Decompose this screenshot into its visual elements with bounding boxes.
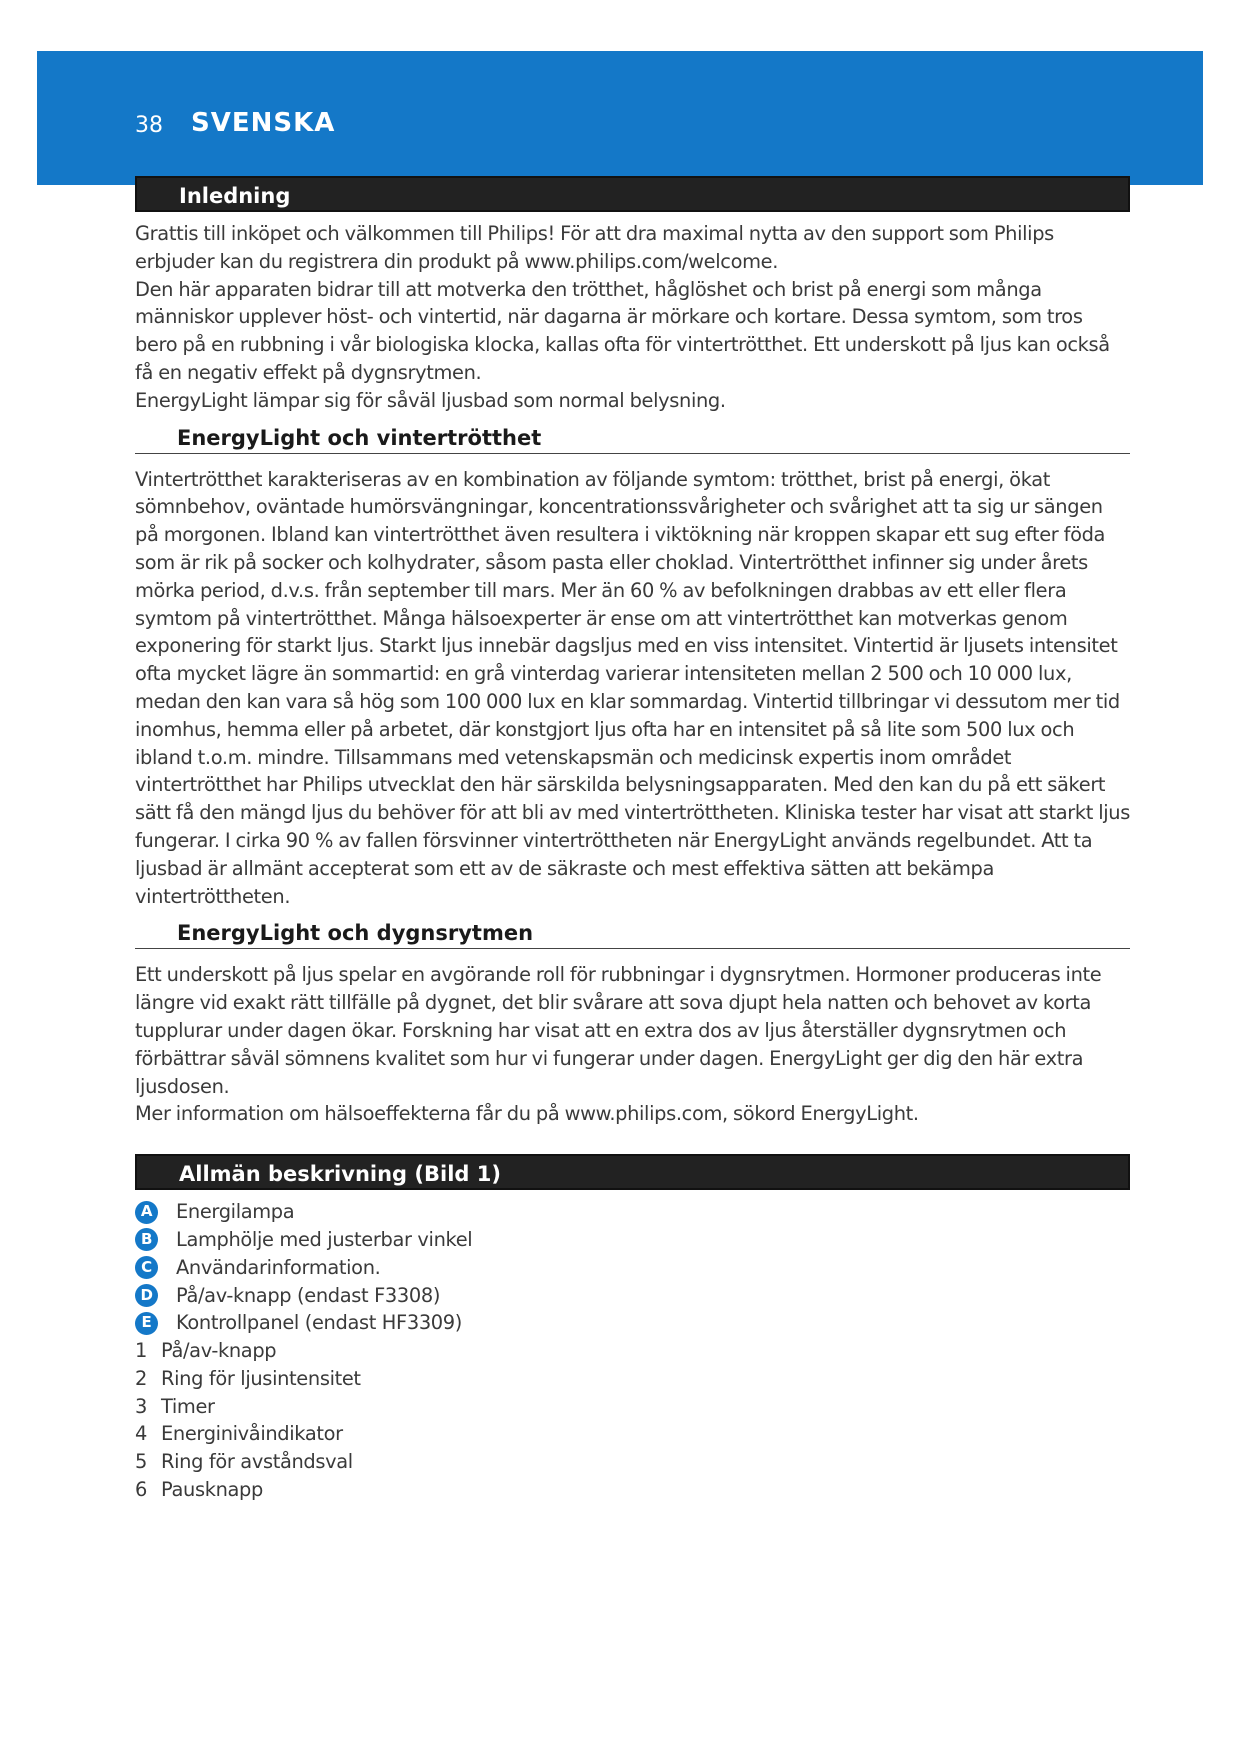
badge-b-icon: B	[135, 1228, 158, 1251]
page-number: 38	[135, 113, 163, 138]
rhythm-paragraph: Ett underskott på ljus spelar en avgörande roll för rubbningar i dygnsrytmen. Hormoner produceras inte längre vid exakt rätt tillfälle på dygnet, det blir svårare att sova djupt hela natten och behovet av korta tupplurar under dagen ökar. Forskning har visat att en extra dos av ljus återställer dygnsrytmen och förbättrar såväl sömnens kvalitet som hur vi fungerar under dagen. EnergyLight ger dig den här extra ljusdosen.	[135, 963, 1102, 1098]
list-item	[135, 1393, 1130, 1421]
header-band	[37, 51, 1203, 185]
list-item-label: Lamphölje med justerbar vinkel	[176, 1227, 473, 1251]
badge-e-icon: E	[135, 1312, 158, 1335]
list-item	[135, 1254, 1130, 1282]
section-heading-allman-beskrivning: Allmän beskrivning (Bild 1)	[135, 1154, 1130, 1190]
intro-paragraph: EnergyLight lämpar sig för såväl ljusbad som normal belysning.	[135, 388, 726, 412]
list-item-label: Ring för ljusintensitet	[161, 1366, 361, 1390]
list-item-label: Ring för avståndsval	[161, 1450, 353, 1474]
list-item-number: 2	[135, 1366, 147, 1390]
intro-paragraph: Den här apparaten bidrar till att motverka den trötthet, håglöshet och brist på energi som många människor upplever höst- och vintertid, när dagarna är mörkare och kortare. Dessa symtom, som tros bero på en rubbning i vår biologiska klocka, kallas ofta för vintertrötthet. Ett underskott på ljus kan också få en negativ effekt på dygnsrytmen.	[135, 277, 1110, 384]
list-item	[135, 1282, 1130, 1310]
language-title: SVENSKA	[191, 108, 336, 138]
list-item	[135, 1226, 1130, 1254]
list-item	[135, 1365, 1130, 1393]
list-item-label: Användarinformation.	[176, 1255, 381, 1279]
list-item	[135, 1198, 1130, 1226]
list-item	[135, 1420, 1130, 1448]
list-item-label: Timer	[161, 1394, 215, 1418]
list-item-number: 4	[135, 1422, 147, 1446]
list-item-number: 1	[135, 1339, 147, 1363]
list-item-label: Kontrollpanel (endast HF3309)	[176, 1311, 462, 1335]
badge-d-icon: D	[135, 1284, 158, 1307]
badge-c-icon: C	[135, 1256, 158, 1279]
list-item-label: På/av-knapp	[161, 1339, 277, 1363]
list-item-number: 5	[135, 1450, 147, 1474]
list-item	[135, 1448, 1130, 1476]
list-item-label: Pausknapp	[161, 1478, 263, 1502]
subheading-dygnsrytmen: EnergyLight och dygnsrytmen	[135, 918, 1130, 949]
list-item	[135, 1309, 1130, 1337]
intro-paragraph: Grattis till inköpet och välkommen till Philips! För att dra maximal nytta av den support som Philips erbjuder kan du registrera din produkt på www.philips.com/welcome.	[135, 222, 1054, 273]
list-item-number: 3	[135, 1394, 147, 1418]
rhythm-paragraph: Mer information om hälsoeffekterna får du på www.philips.com, sökord EnergyLight.	[135, 1102, 919, 1126]
list-item-label: På/av-knapp (endast F3308)	[176, 1283, 441, 1307]
letter-parts-list	[135, 1198, 1130, 1337]
list-item	[135, 1337, 1130, 1365]
list-item-label: Energinivåindikator	[161, 1422, 343, 1446]
list-item-label: Energilampa	[176, 1200, 295, 1224]
list-item-number: 6	[135, 1478, 147, 1502]
badge-a-icon: A	[135, 1201, 158, 1224]
page-content	[135, 176, 1130, 1504]
numbered-controls-list	[135, 1337, 1130, 1504]
section-heading-inledning: Inledning	[135, 176, 1130, 212]
winter-paragraph: Vintertrötthet karakteriseras av en kombination av följande symtom: trötthet, brist på energi, ökat sömnbehov, oväntade humörsvängningar, koncentrationssvårigheter och svårighet att ta sig ur sängen på morgonen. Ibland kan vintertrötthet även resultera i viktökning när kroppen skapar ett sug efter föda som är rik på socker och kolhydrater, såsom pasta eller choklad. Vintertrötthet infinner sig under årets mörka period, d.v.s. från september till mars. Mer än 60 % av befolkningen drabbas av ett eller flera symtom på vintertrötthet. Många hälsoexperter är ense om att vintertrötthet kan motverkas genom exponering för starkt ljus. Starkt ljus innebär dagsljus med en viss intensitet. Vintertid är ljusets intensitet ofta mycket lägre än sommartid: en grå vinterdag varierar intensiteten mellan 2 500 och 10 000 lux, medan den kan vara så hög som 100 000 lux en klar sommardag. Vintertid tillbringar vi dessutom mer tid inomhus, hemma eller på arbetet, där konstgjort ljus ofta har en intensitet på så lite som 500 lux och ibland t.o.m. mindre. Tillsammans med vetenskapsmän och medicinsk expertis inom området vintertrötthet har Philips utvecklat den här särskilda belysningsapparaten. Med den kan du på ett säkert sätt få den mängd ljus du behöver för att bli av med vintertröttheten. Kliniska tester har visat att starkt ljus fungerar. I cirka 90 % av fallen försvinner vintertröttheten när EnergyLight används regelbundet. Att ta ljusbad är allmänt accepterat som ett av de säkraste och mest effektiva sätten att bekämpa vintertröttheten.	[135, 467, 1130, 908]
list-item	[135, 1476, 1130, 1504]
subheading-vintertrotthet: EnergyLight och vintertrötthet	[135, 423, 1130, 454]
